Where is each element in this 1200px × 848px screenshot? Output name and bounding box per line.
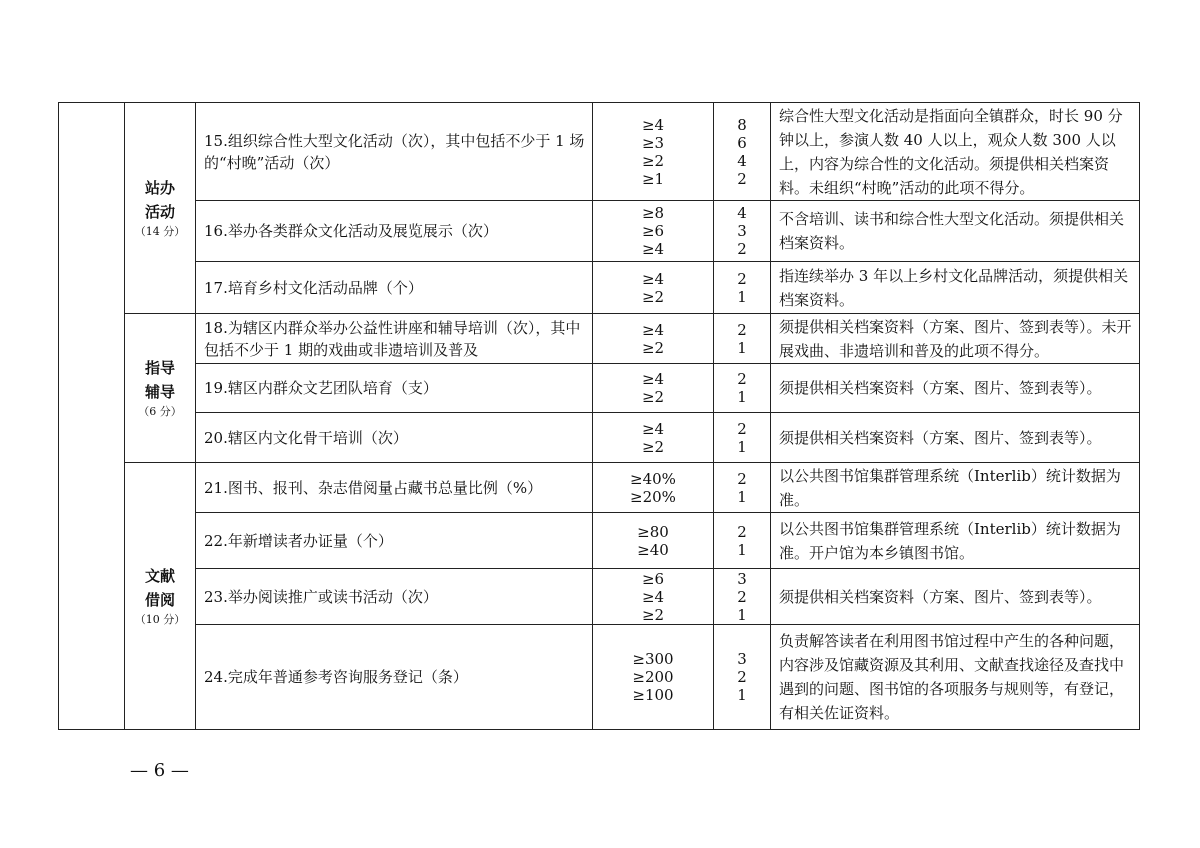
table-row bbox=[59, 103, 1140, 201]
standard-value: ≥4 bbox=[641, 370, 665, 388]
points-value: 1 bbox=[737, 388, 747, 406]
standard-value: ≥4 bbox=[641, 115, 665, 134]
points-value: 1 bbox=[737, 287, 747, 306]
note-text: 须提供相关档案资料（方案、图片、签到表等）。 bbox=[771, 413, 1140, 463]
page-number: — 6 — bbox=[130, 760, 189, 781]
points-value: 2 bbox=[737, 522, 747, 541]
note-text: 不含培训、读书和综合性大型文化活动。须提供相关档案资料。 bbox=[771, 201, 1140, 262]
note-text: 综合性大型文化活动是指面向全镇群众，时长 90 分钟以上，参演人数 40 人以上，观众人数 300 人以上，内容为综合性的文化活动。须提供相关档案资料。未组织“村晚”活动的此项不得分。 bbox=[771, 103, 1140, 201]
points-value: 1 bbox=[737, 487, 747, 506]
note-text: 指连续举办 3 年以上乡村文化品牌活动，须提供相关档案资料。 bbox=[771, 262, 1140, 314]
standard-value: ≥200 bbox=[632, 668, 674, 686]
standard-cell bbox=[593, 103, 714, 201]
points-cell bbox=[714, 103, 771, 201]
item-text: 16.举办各类群众文化活动及展览展示（次） bbox=[196, 201, 593, 262]
category-name: 借阅 bbox=[144, 591, 175, 609]
points-value: 2 bbox=[737, 269, 747, 288]
points-value: 4 bbox=[737, 151, 747, 170]
points-value: 4 bbox=[737, 204, 747, 222]
points-value: 1 bbox=[737, 338, 747, 357]
points-value: 1 bbox=[737, 540, 747, 559]
item-text: 19.辖区内群众文艺团队培育（支） bbox=[196, 364, 593, 413]
table-row bbox=[59, 314, 1140, 364]
category-name: 活动 bbox=[144, 203, 175, 221]
standard-cell bbox=[593, 201, 714, 262]
category-score: （14 分） bbox=[134, 225, 186, 238]
category-name: 指导 bbox=[144, 359, 175, 377]
item-text: 20.辖区内文化骨干培训（次） bbox=[196, 413, 593, 463]
item-text: 15.组织综合性大型文化活动（次），其中包括不少于 1 场的“村晚”活动（次） bbox=[196, 103, 593, 201]
note-text: 须提供相关档案资料（方案、图片、签到表等）。 bbox=[771, 569, 1140, 625]
standard-value: ≥2 bbox=[641, 605, 665, 624]
points-value: 2 bbox=[737, 370, 747, 388]
evaluation-table bbox=[58, 102, 1140, 730]
table-row bbox=[59, 364, 1140, 413]
points-cell bbox=[714, 625, 771, 730]
table-row bbox=[59, 201, 1140, 262]
points-value: 3 bbox=[737, 650, 747, 668]
points-value: 8 bbox=[737, 115, 747, 134]
standard-value: ≥6 bbox=[641, 222, 665, 240]
points-value: 1 bbox=[737, 437, 747, 456]
points-value: 1 bbox=[737, 686, 747, 704]
item-text: 17.培育乡村文化活动品牌（个） bbox=[196, 262, 593, 314]
standard-value: ≥80 bbox=[637, 522, 669, 541]
table-row bbox=[59, 413, 1140, 463]
standard-value: ≥2 bbox=[641, 388, 665, 406]
points-cell bbox=[714, 569, 771, 625]
standard-cell bbox=[593, 314, 714, 364]
standard-value: ≥3 bbox=[641, 133, 665, 152]
table-row bbox=[59, 625, 1140, 730]
standard-value: ≥4 bbox=[641, 269, 665, 288]
table-body bbox=[59, 103, 1140, 730]
note-text: 以公共图书馆集群管理系统（Interlib）统计数据为准。 bbox=[771, 463, 1140, 513]
note-text: 负责解答读者在利用图书馆过程中产生的各种问题，内容涉及馆藏资源及其利用、文献查找途径及查找中遇到的问题、图书馆的各项服务与规则等，有登记，有相关佐证资料。 bbox=[771, 625, 1140, 730]
points-cell bbox=[714, 463, 771, 513]
points-cell bbox=[714, 513, 771, 569]
table-row bbox=[59, 513, 1140, 569]
standard-cell bbox=[593, 413, 714, 463]
category-cell bbox=[125, 463, 196, 730]
standard-cell bbox=[593, 364, 714, 413]
points-value: 6 bbox=[737, 133, 747, 152]
standard-value: ≥300 bbox=[632, 650, 674, 668]
points-cell bbox=[714, 201, 771, 262]
points-value: 2 bbox=[737, 169, 747, 188]
standard-cell bbox=[593, 625, 714, 730]
standard-value: ≥2 bbox=[641, 151, 665, 170]
points-value: 2 bbox=[737, 668, 747, 686]
note-text: 须提供相关档案资料（方案、图片、签到表等）。 bbox=[771, 364, 1140, 413]
note-text: 以公共图书馆集群管理系统（Interlib）统计数据为准。开户馆为本乡镇图书馆。 bbox=[771, 513, 1140, 569]
points-value: 2 bbox=[737, 320, 747, 339]
points-value: 2 bbox=[737, 587, 747, 606]
standard-value: ≥2 bbox=[641, 338, 665, 357]
points-cell bbox=[714, 314, 771, 364]
standard-value: ≥40 bbox=[637, 540, 669, 559]
category-score: （10 分） bbox=[134, 613, 186, 626]
standard-value: ≥40% bbox=[630, 469, 676, 488]
points-value: 3 bbox=[737, 569, 747, 588]
points-value: 3 bbox=[737, 222, 747, 240]
standard-value: ≥20% bbox=[630, 487, 676, 506]
table-row bbox=[59, 463, 1140, 513]
standard-value: ≥8 bbox=[641, 204, 665, 222]
points-cell bbox=[714, 413, 771, 463]
standard-value: ≥2 bbox=[641, 437, 665, 456]
standard-value: ≥6 bbox=[641, 569, 665, 588]
note-text: 须提供相关档案资料（方案、图片、签到表等）。未开展戏曲、非遗培训和普及的此项不得分。 bbox=[771, 314, 1140, 364]
points-cell bbox=[714, 262, 771, 314]
points-value: 1 bbox=[737, 605, 747, 624]
standard-value: ≥4 bbox=[641, 419, 665, 438]
item-text: 24.完成年普通参考咨询服务登记（条） bbox=[196, 625, 593, 730]
item-text: 23.举办阅读推广或读书活动（次） bbox=[196, 569, 593, 625]
category-cell bbox=[125, 314, 196, 463]
category-name: 辅导 bbox=[144, 383, 175, 401]
points-cell bbox=[714, 364, 771, 413]
standard-value: ≥2 bbox=[641, 287, 665, 306]
points-value: 2 bbox=[737, 419, 747, 438]
standard-value: ≥1 bbox=[641, 169, 665, 188]
item-text: 18.为辖区内群众举办公益性讲座和辅导培训（次），其中包括不少于 1 期的戏曲或非遗培训及普及 bbox=[196, 314, 593, 364]
item-text: 21.图书、报刊、杂志借阅量占藏书总量比例（%） bbox=[196, 463, 593, 513]
left-blank-column bbox=[59, 103, 125, 730]
item-text: 22.年新增读者办证量（个） bbox=[196, 513, 593, 569]
standard-cell bbox=[593, 513, 714, 569]
standard-value: ≥4 bbox=[641, 587, 665, 606]
standard-value: ≥100 bbox=[632, 686, 674, 704]
standard-value: ≥4 bbox=[641, 320, 665, 339]
table-row bbox=[59, 569, 1140, 625]
category-score: （6 分） bbox=[138, 405, 182, 418]
standard-cell bbox=[593, 262, 714, 314]
standard-value: ≥4 bbox=[641, 240, 665, 258]
points-value: 2 bbox=[737, 240, 747, 258]
category-cell bbox=[125, 103, 196, 314]
category-name: 文献 bbox=[144, 567, 175, 585]
table-row bbox=[59, 262, 1140, 314]
category-name: 站办 bbox=[144, 179, 175, 197]
points-value: 2 bbox=[737, 469, 747, 488]
standard-cell bbox=[593, 569, 714, 625]
standard-cell bbox=[593, 463, 714, 513]
